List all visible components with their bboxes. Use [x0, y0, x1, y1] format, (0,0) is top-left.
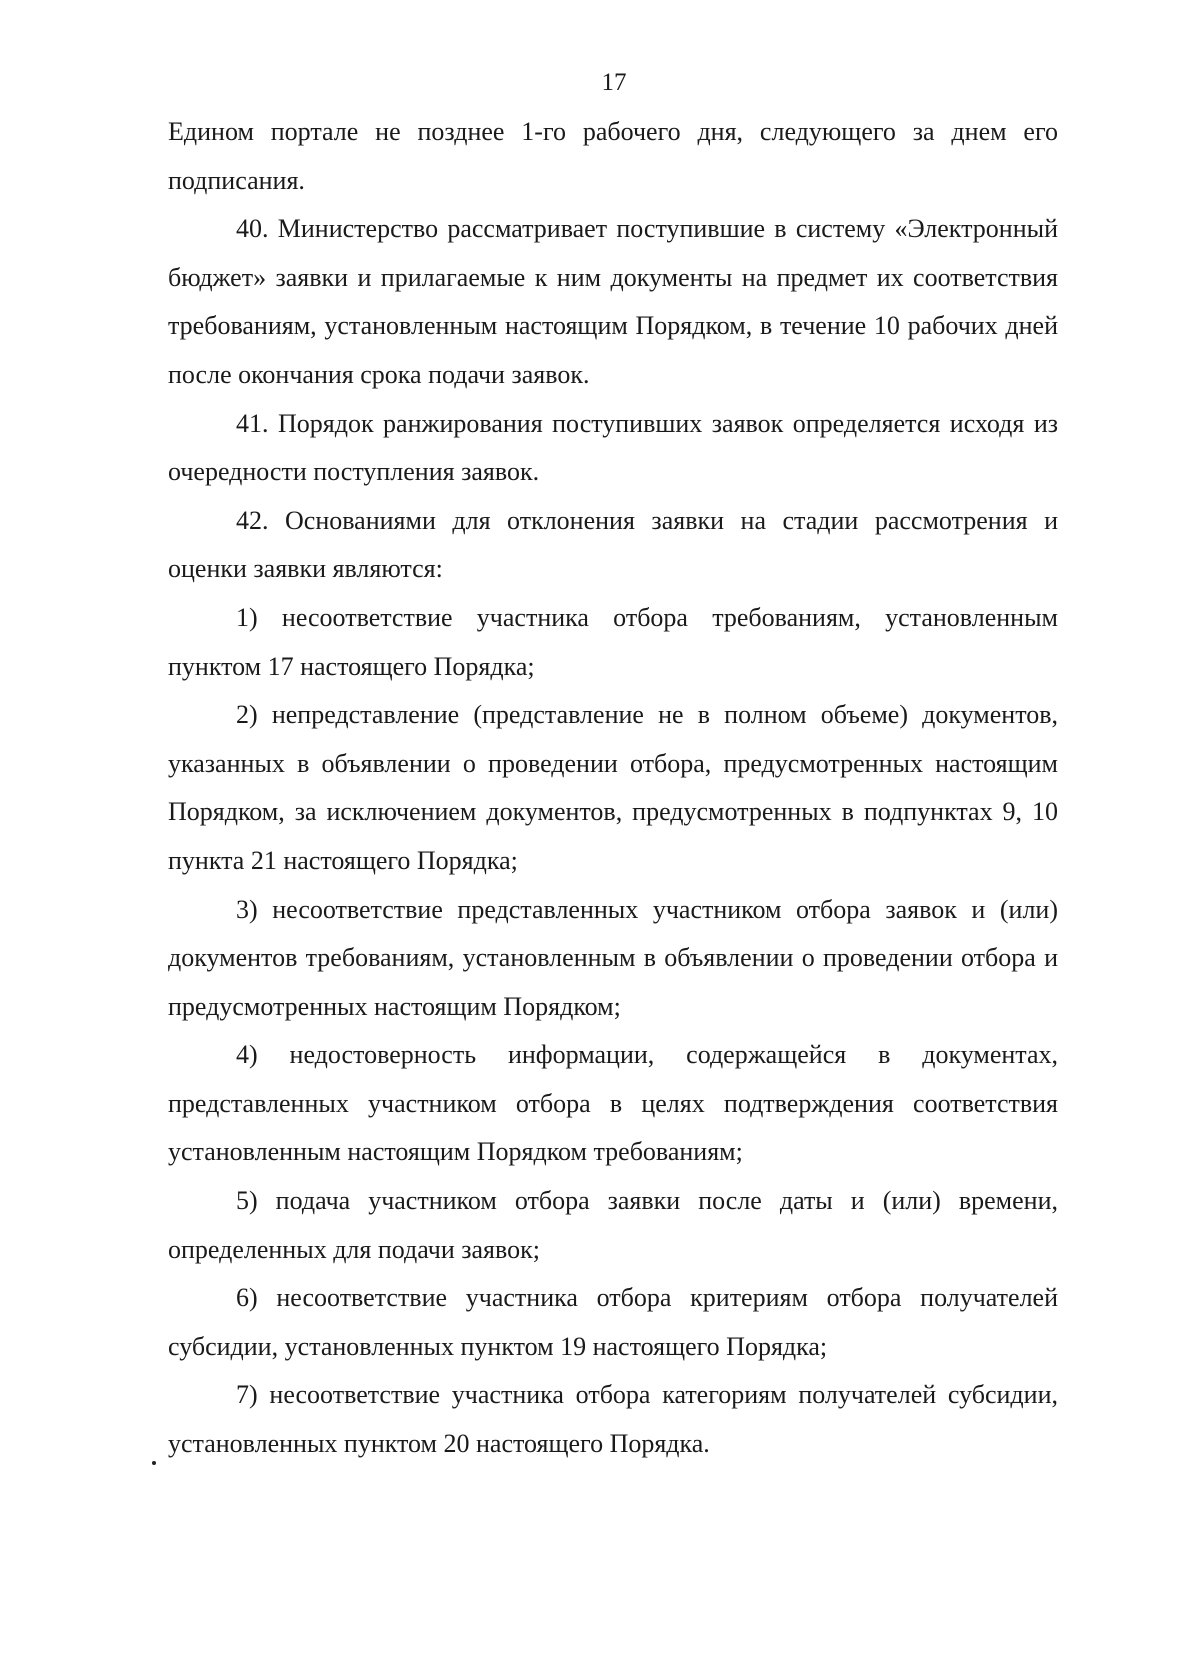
list-item-3: 3) несоответствие представленных участником отбора заявок и (или) документов требованиям, установленным в объявлении о проведении отбора и предусмотренных настоящим Порядком;	[168, 894, 1058, 1021]
document-body	[168, 108, 1058, 1469]
scan-speck	[152, 1461, 156, 1465]
list-item-2: 2) непредставление (представление не в полном объеме) документов, указанных в объявлении о проведении отбора, предусмотренных настоящим Порядком, за исключением документов, предусмотренных в подпунктах 9, 10 пункта 21 настоящего Порядка;	[168, 700, 1058, 875]
list-item-1: 1) несоответствие участника отбора требованиям, установленным пунктом 17 настоящего Порядка;	[168, 602, 1058, 681]
page-number: 17	[601, 69, 627, 96]
paragraph-40: 40. Министерство рассматривает поступившие в систему «Электронный бюджет» заявки и прилагаемые к ним документы на предмет их соответствия требованиям, установленным настоящим Порядком, в течение 10 рабочих дней после окончания срока подачи заявок.	[168, 214, 1058, 389]
paragraph-41: 41. Порядок ранжирования поступивших заявок определяется исходя из очередности поступления заявок.	[168, 408, 1058, 487]
list-item-7: 7) несоответствие участника отбора категориям получателей субсидии, установленных пунктом 20 настоящего Порядка.	[168, 1380, 1058, 1459]
list-item-6: 6) несоответствие участника отбора критериям отбора получателей субсидии, установленных пунктом 19 настоящего Порядка;	[168, 1283, 1058, 1361]
list-item-4: 4) недостоверность информации, содержащейся в документах, представленных участником отбора в целях подтверждения соответствия установленным настоящим Порядком требованиям;	[168, 1040, 1058, 1167]
list-item-5: 5) подача участником отбора заявки после даты и (или) времени, определенных для подачи заявок;	[168, 1186, 1058, 1264]
paragraph-continuation: Едином портале не позднее 1-го рабочего дня, следующего за днем его подписания.	[168, 117, 1058, 195]
paragraph-42: 42. Основаниями для отклонения заявки на стадии рассмотрения и оценки заявки являются:	[168, 505, 1058, 584]
